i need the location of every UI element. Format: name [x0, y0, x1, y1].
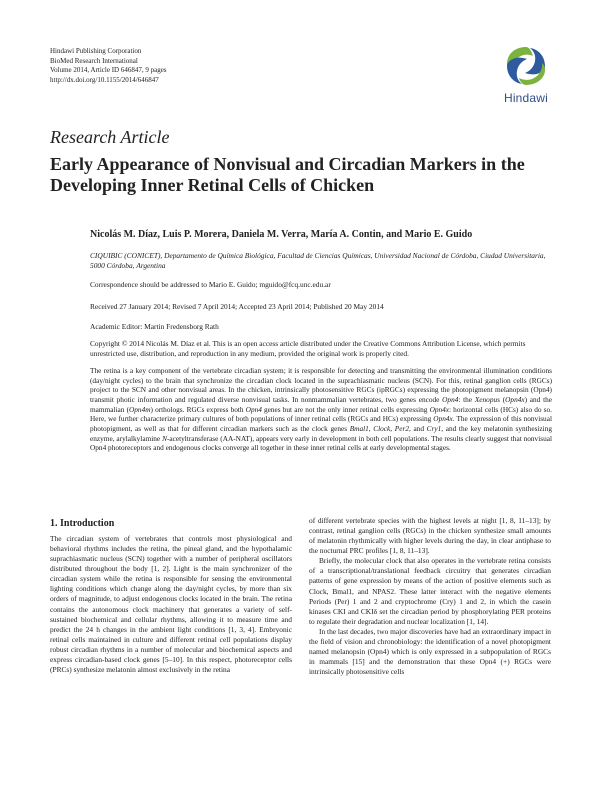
paragraph: In the last decades, two major discoveries have had an extraordinary impact in the field of vision and chronobiology: the identification of a novel photopigment named melanopsin (Opn4) which is only expressed in a subpopulation of RGCs in mammals [15] and the demonstration that these Opn4 (+) RGCs were intrinsically photosensitive cells: [309, 626, 551, 677]
paragraph: The circadian system of vertebrates that controls most physiological and behavioral rhythms includes the retina, the pineal gland, and the hypothalamic suprachiasmatic nucleus (SCN) together with a number of peripheral oscillators distributed throughout the body [1, 2]. Light is the main synchronizer of the circadian system while the retina is responsible for sensing the environmental lighting conditions which change along the day/night cycles, by more than six orders of magnitude, to adjust endogenous clocks located in the brain. The retina contains the autonomous clock machinery that generates a variety of self-sustained biochemical and cellular rhythms, allowing it to measure time and predict the 24 h changes in the ambient light conditions [1, 3, 4]. Embryonic retinal cells maintained in culture and different retinal cell populations display robust circadian rhythms in a number of molecular and biochemical aspects and express circadian-based clock genes [5–10]. In this respect, photoreceptor cells (PRCs) synthesize melatonin almost exclusively in the retina: [50, 534, 292, 675]
body-column-left: [50, 534, 292, 675]
doi-link[interactable]: http://dx.doi.org/10.1155/2014/646847: [50, 75, 159, 84]
hindawi-logo: [496, 44, 556, 110]
journal-name: BioMed Research International: [50, 56, 138, 65]
section-heading-introduction: 1. Introduction: [50, 518, 115, 529]
volume-line: Volume 2014, Article ID 646847, 9 pages: [50, 66, 167, 74]
paragraph: Briefly, the molecular clock that also operates in the vertebrate retina consists of a transcriptional/translational feedback circuitry that generates circadian patterns of gene expression by means of the action of positive elements such as Clock, Bmal1, and NPAS2. These latter interact with the negative elements Periods (Per) 1 and 2 and cryptochrome (Cry) 1 and 2, in which the casein kinases CKI and CKIδ set the circadian period by phosphorylating PER proteins to regulate their degradation and nuclear localization [1, 14].: [309, 556, 551, 626]
publication-info: [50, 47, 167, 85]
correspondence: Correspondence should be addressed to Mario E. Guido; mguido@fcq.unc.edu.ar: [90, 280, 331, 289]
hindawi-logo-icon: [503, 44, 549, 88]
affiliation: CIQUIBIC (CONICET), Departamento de Química Biológica, Facultad de Ciencias Químicas, Universidad Nacional de Córdoba, Ciudad Universitaria, 5000 Córdoba, Argentina: [90, 251, 546, 270]
copyright-notice: Copyright © 2014 Nicolás M. Díaz et al. This is an open access article distributed under the Creative Commons Attribution License, which permits unrestricted use, distribution, and reproduction in any medium, provided the original work is properly cited.: [90, 339, 526, 358]
logo-wordmark: Hindawi: [503, 91, 549, 105]
article-dates: Received 27 January 2014; Revised 7 April 2014; Accepted 23 April 2014; Published 20 May 2014: [90, 302, 384, 311]
academic-editor: Academic Editor: Martin Fredensborg Rath: [90, 322, 219, 331]
article-type: Research Article: [50, 127, 170, 147]
publisher-name: Hindawi Publishing Corporation: [50, 47, 142, 55]
paragraph: of different vertebrate species with the highest levels at night [1, 8, 11–13]; by contrast, retinal ganglion cells (RGCs) in the chicken synthesize small amounts of melatonin rhythmically with higher levels during the day, in clear antiphase to the nocturnal PRC profiles [1, 8, 11–13].: [309, 516, 551, 556]
article-title: Early Appearance of Nonvisual and Circadian Markers in the Developing Inner Retinal Cells of Chicken: [50, 154, 525, 195]
abstract: The retina is a key component of the vertebrate circadian system; it is responsible for detecting and transmitting the environmental illumination conditions (day/night cycles) to the brain that synchronize the circadian clock located in the suprachiasmatic nucleus (SCN). For this, retinal ganglion cells (RGCs) project to the SCN and other nonvisual areas. In the chicken, intrinsically photosensitive RGCs (ipRGCs) expressing the photopigment melanopsin (Opn4) transmit photic information and regulated diverse nonvisual tasks. In nonmammalian vertebrates, two genes encode Opn4: the Xenopus (Opn4x) and the mammalian (Opn4m) orthologs. RGCs express both Opn4 genes but are not the only inner retinal cells expressing Opn4x: horizontal cells (HCs) also do so. Here, we further characterize primary cultures of both populations of inner retinal cells (RGCs and HCs) expressing Opn4x. The expression of this nonvisual photopigment, as well as that for different circadian markers such as the clock genes Bmal1, Clock, Per2, and Cry1, and the key melatonin synthesizing enzyme, arylalkylamine N-acetyltransferase (AA-NAT), appears very early in development in both cell populations. The results clearly suggest that nonvisual Opn4 photoreceptors and endogenous clocks converge all together in these inner retinal cells at early developmental stages.: [90, 366, 553, 453]
author-list: Nicolás M. Díaz, Luis P. Morera, Daniela M. Verra, María A. Contin, and Mario E. Guido: [90, 229, 473, 240]
body-column-right: [309, 516, 551, 677]
